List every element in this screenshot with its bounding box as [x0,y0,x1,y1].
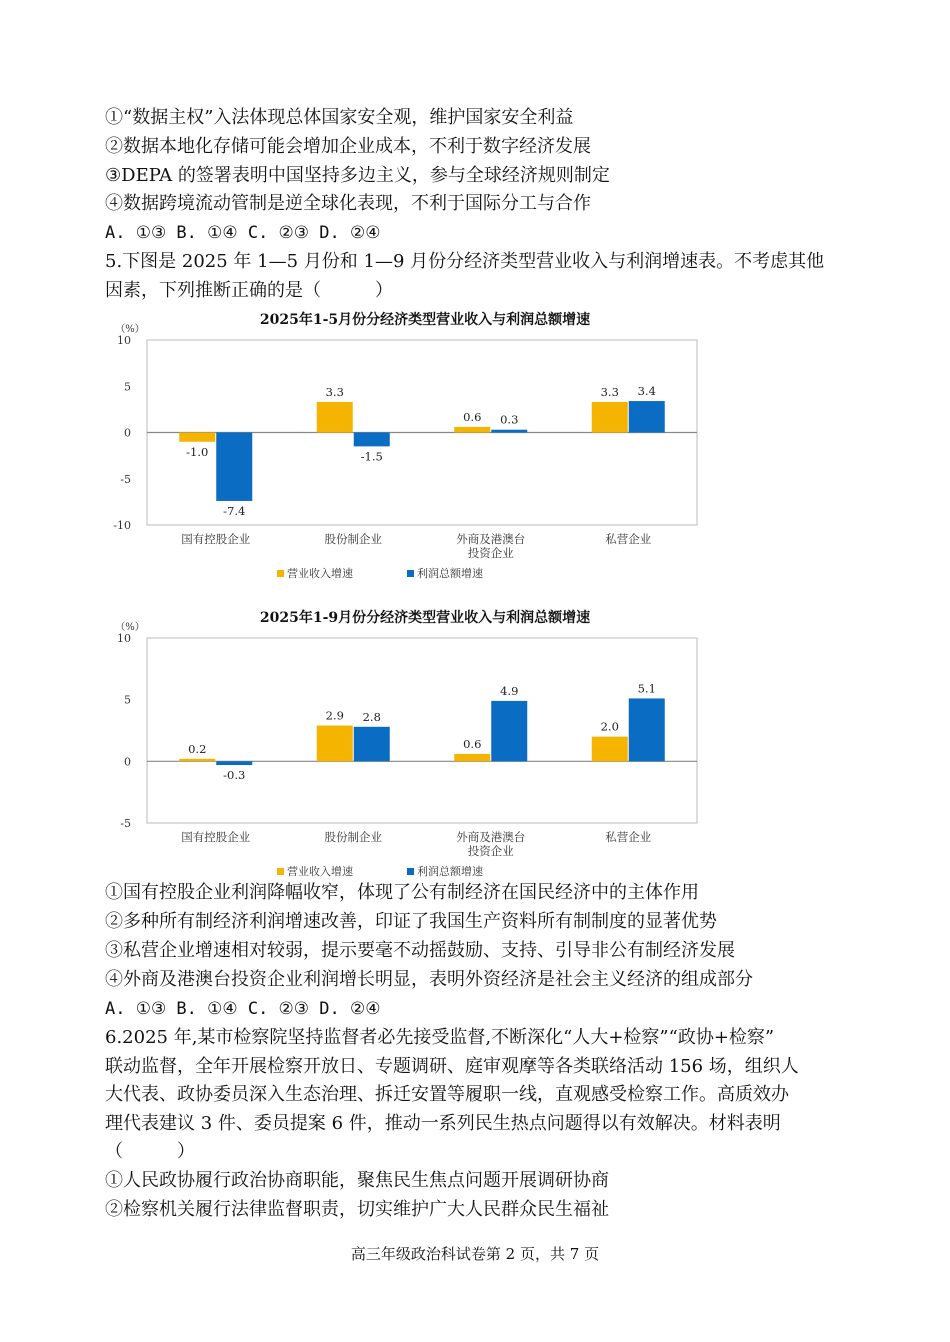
bar-profit [354,727,390,762]
y-tick-label: 5 [124,380,131,394]
q5-stem-line-1: 5.下图是 2025 年 1—5 月份和 1—9 月份分经济类型营业收入与利润增速表。不考虑其他 [105,251,825,272]
x-category-label: 外商及港澳台 [456,830,526,844]
q4-option-3: ③DEPA 的签署表明中国坚持多边主义，参与全球经济规则制定 [105,165,610,186]
q5-option-3: ③私营企业增速相对较弱，提示要毫不动摇鼓励、支持、引导非公有制经济发展 [105,940,735,961]
bar-revenue [317,726,353,762]
q6-stem-line-4: 理代表建议 3 件、委员提案 6 件，推动一系列民生热点问题得以有效解决。材料表明 [105,1113,781,1134]
chart-jan-may [105,305,725,589]
y-tick-label: 10 [117,632,131,645]
q6-option-2: ②检察机关履行法律监督职责，切实维护广大人民群众民生福祉 [105,1199,609,1220]
q6-stem-line-5: （ ） [105,1141,195,1162]
bar-revenue [592,737,628,762]
x-category-label: 股份制企业 [324,830,382,844]
bar-revenue [179,759,215,761]
legend-swatch [407,868,414,875]
chart-title: 2025年1-9月份分经济类型营业收入与利润总额增速 [259,610,591,626]
x-category-label: 投资企业 [467,546,514,560]
q4-option-2: ②数据本地化存储可能会增加企业成本，不利于数字经济发展 [105,136,591,157]
data-label: 2.8 [362,709,381,724]
legend-swatch [277,868,284,875]
q5-option-4: ④外商及港澳台投资企业利润增长明显，表明外资经济是社会主义经济的组成部分 [105,969,753,990]
q5-option-1: ①国有控股企业利润降幅收窄，体现了公有制经济在国民经济中的主体作用 [105,882,699,903]
data-label: 0.3 [500,412,519,427]
data-label: 0.2 [188,741,207,756]
data-label: 0.6 [463,409,482,424]
bar-revenue [179,433,215,442]
data-label: -1.0 [186,444,209,459]
x-category-label: 私营企业 [605,830,652,844]
q5-stem-line-2: 因素，下列推断正确的是（ ） [105,280,393,301]
q5-answer-choices: A. ①③ B. ①④ C. ②③ D. ②④ [105,999,381,1019]
legend-label: 营业收入增速 [287,865,353,878]
q4-option-4: ④数据跨境流动管制是逆全球化表现，不利于国际分工与合作 [105,193,591,214]
chart-title: 2025年1-5月份分经济类型营业收入与利润总额增速 [259,312,591,328]
bar-profit [354,433,390,447]
q4-option-1: ①“数据主权”入法体现总体国家安全观，维护国家安全利益 [105,107,574,128]
legend-label: 利润总额增速 [417,865,483,878]
data-label: -1.5 [360,449,383,464]
data-label: 4.9 [500,683,519,698]
data-label: 0.6 [463,736,482,751]
x-category-label: 股份制企业 [324,532,382,546]
data-label: 2.0 [600,719,619,734]
y-tick-label: -10 [113,519,131,532]
bar-profit [629,698,665,761]
q5-option-2: ②多种所有制经济利润增速改善，印证了我国生产资料所有制制度的显著优势 [105,911,717,932]
x-category-label: 国有控股企业 [181,830,251,844]
q4-answer-choices: A. ①③ B. ①④ C. ②③ D. ②④ [105,223,381,243]
x-category-label: 私营企业 [605,532,652,546]
y-axis-unit-label: （%） [115,622,145,633]
bar-revenue [317,402,353,433]
y-tick-label: -5 [120,472,131,486]
q6-stem-line-2: 联动监督，全年开展检察开放日、专题调研、庭审观摩等各类联络活动 156 场，组织人 [105,1056,799,1077]
data-label: 2.9 [325,708,344,723]
y-tick-label: 0 [124,755,131,769]
bar-profit [216,761,252,765]
data-label: 3.3 [600,384,619,399]
legend-label: 营业收入增速 [287,567,353,580]
y-tick-label: 0 [124,426,131,440]
legend-swatch [407,570,414,577]
page-footer: 高三年级政治科试卷第 2 页，共 7 页 [350,1245,600,1263]
data-label: -7.4 [223,503,246,518]
y-tick-label: -5 [120,817,131,830]
q6-option-1: ①人民政协履行政治协商职能，聚焦民生焦点问题开展调研协商 [105,1170,609,1191]
x-category-label: 国有控股企业 [181,532,251,546]
x-category-label: 投资企业 [467,844,514,858]
data-label: 3.4 [637,384,656,399]
bar-profit [491,430,527,433]
chart-jan-sep [105,603,725,887]
data-label: 3.3 [325,384,344,399]
x-category-label: 外商及港澳台 [456,532,526,546]
y-axis-unit-label: （%） [115,324,145,335]
bar-revenue [592,402,628,433]
bar-profit [629,401,665,432]
bar-profit [216,433,252,501]
bar-revenue [454,427,490,433]
data-label: -0.3 [223,768,246,783]
y-tick-label: 5 [124,693,131,707]
q6-stem-line-3: 大代表、政协委员深入生态治理、拆迁安置等履职一线，直观感受检察工作。高质效办 [105,1084,789,1105]
data-label: 5.1 [637,681,656,696]
bar-profit [491,701,527,761]
q6-stem-line-1: 6.2025 年,某市检察院坚持监督者必先接受监督,不断深化“人大+检察”“政协+检察” [105,1027,775,1048]
legend-label: 利润总额增速 [417,567,483,580]
y-tick-label: 10 [117,334,131,347]
legend-swatch [277,570,284,577]
bar-revenue [454,754,490,761]
